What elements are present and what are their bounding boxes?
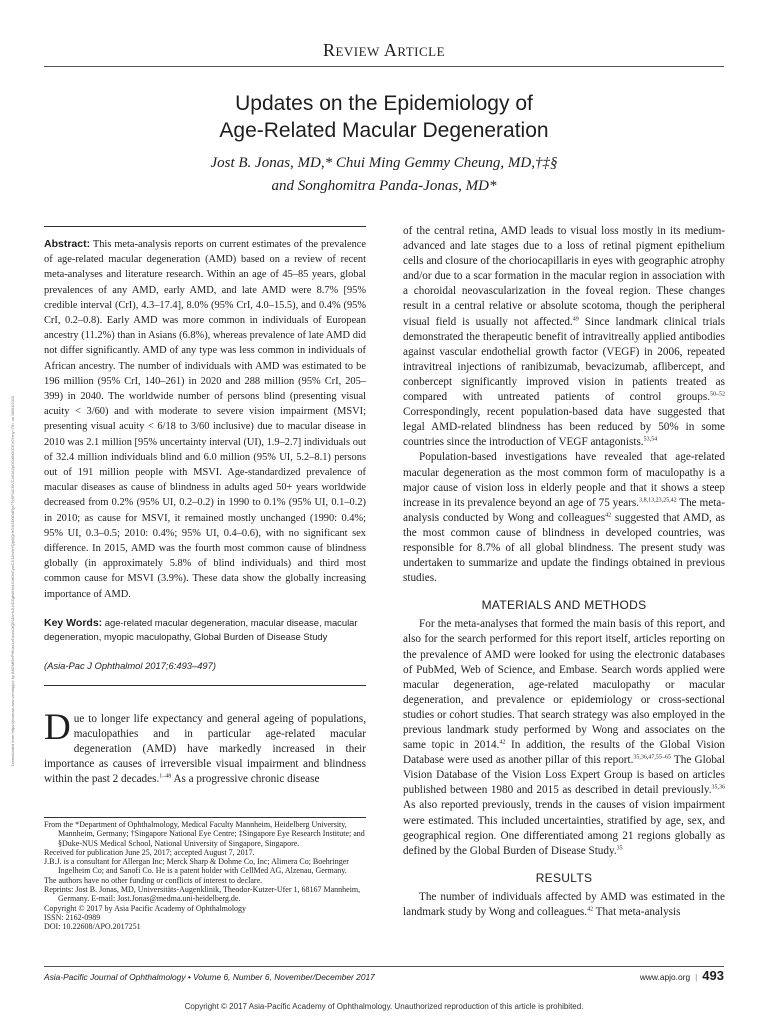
doi-line: DOI: 10.22608/APO.2017251: [44, 922, 141, 932]
copyright-line: Copyright © 2017 by Asia Pacific Academy of Ophthalmology: [44, 903, 247, 913]
authors-line-2: and Songhomitra Panda-Jonas, MD*: [271, 178, 497, 194]
body-text: Population-based investigations have revealed that age-related macular degeneration as the most common form of maculopathy is a major cause of vision loss in elderly people and that it shows a steep increase in its prevalence beyond an age of 75 years.: [403, 451, 725, 509]
reprints-line: Reprints: Jost B. Jonas, MD, Universitäts-Augenklinik, Theodor-Kutzer-Ufer 1, 68167 Mannheim, Germany. E-mail: Jost.Jonas@medma.uni-heidelberg.de.: [44, 885, 361, 904]
body-text: In addition, the results of the Global Vision Database were used as another pillar of this report.: [403, 739, 726, 767]
intro-text: ue to longer life expectancy and general ageing of populations, maculopathies and in particular age-related macular degeneration (AMD) have markedly increased in their importance as causes of irreversible visual impairment and blindness within the past 2 decades.: [44, 713, 366, 786]
abstract-paragraph: [44, 237, 366, 602]
keywords-text: age-related macular degeneration, macular disease, macular degeneration, myopic maculopathy, Global Burden of Disease Study: [44, 616, 358, 642]
reference-superscript: 1–48: [159, 773, 172, 780]
reference-superscript: 53,54: [643, 436, 658, 443]
reference-superscript: 35,36,47,55–65: [633, 754, 671, 761]
body-paragraph: [403, 617, 725, 859]
disclosure-line: J.B.J. is a consultant for Allergan Inc; Merck Sharp & Dohme Co, Inc; Alimera Co; Boehringer Ingelheim Co; and Sanofi Co. He is a patent holder with CellMed AG, Alzenau, Germany.: [44, 857, 349, 876]
download-watermark: Downloaded from https://journals.lww.com/apjoo by BhDMf5ePHKav1zEoum1tQfN4a+kJLhEZgbsIHo4XMi0hCywCX1AWnYQp/IlQrHD3i3D0OdRyi7TvSFl4Cf3VC4/OAVpDDa8KKGKV0Ymy+78= on 08/01/2020: [10, 395, 15, 766]
body-text: suggested that AMD, as the most common cause of blindness in developed countries, was responsible for 8.7% of all global blindness. The present study was undertaken to summarize and update the findings obtained in previous studies.: [403, 511, 725, 585]
reference-superscript: 42: [587, 906, 594, 913]
reference-superscript: 35,36: [711, 784, 725, 791]
heading-materials-methods: MATERIALS AND METHODS: [481, 598, 647, 613]
website-link[interactable]: www.apjo.org: [639, 972, 691, 982]
body-text: The number of individuals affected by AMD was estimated in the landmark study by Wong and colleagues.: [403, 890, 725, 919]
journal-citation: (Asia-Pac J Ophthalmol 2017;6:493–497): [44, 659, 216, 671]
body-paragraph: [403, 890, 725, 920]
body-text: For the meta-analyses that formed the main basis of this report, and also for the search performed for this report itself, articles reporting on the prevalence of AMD were looked for using the electronic databases of PubMed, Web of Science, and Embase. Search words applied were macular degeneration, age-related maculopathy or macular degeneration, and prevalence or epidemiology or cross-sectional studies or cohort studies. That search strategy was also employed in the previous landmark study performed by Wong and associates on the same topic in 2014.: [403, 618, 725, 752]
page-number: 493: [702, 968, 724, 983]
body-text: Correspondingly, recent population-based data have suggested that legal AMD-related blindness has been reduced by 50% in some countries since the introduction of VEGF antagonists.: [403, 406, 725, 449]
body-paragraph: [403, 450, 725, 586]
keywords-label: Key Words:: [44, 616, 103, 629]
section-divider: [44, 66, 724, 67]
reference-superscript: 49: [572, 315, 579, 322]
drop-cap: D: [44, 707, 71, 748]
heading-results: RESULTS: [535, 870, 593, 885]
page-footer: [640, 968, 724, 983]
funding-line: The authors have no other funding or conflicts of interest to declare.: [44, 875, 263, 885]
footer-separator: |: [695, 972, 698, 982]
reference-superscript: 42: [605, 512, 612, 519]
article-title: [0, 90, 768, 144]
author-list: [0, 152, 768, 198]
reference-superscript: 35: [616, 845, 623, 852]
copyright-notice: Copyright © 2017 Asia-Pacific Academy of Ophthalmology. Unauthorized reproduction of this article is prohibited.: [184, 1002, 584, 1011]
footer-divider: [44, 966, 724, 967]
affiliations-block: [44, 820, 366, 932]
abstract-label: Abstract:: [44, 238, 91, 250]
reference-superscript: 3,8,13,23,25,42: [639, 496, 677, 503]
keywords: [44, 616, 366, 644]
abstract-box: [44, 226, 366, 686]
body-text: Since landmark clinical trials demonstrated the therapeutic benefit of intravitreally applied antibodies against vascular endothelial growth factor (VEGF) in 2006, repeated intravitreal injections of ranibizumab, bevacizumab, aflibercept, and conbercept significantly improved vision in patients treated as compared with untreated patients of control groups.: [403, 315, 725, 404]
received-line: Received for publication June 25, 2017; accepted August 7, 2017.: [44, 847, 255, 857]
body-paragraph: [403, 224, 725, 450]
affiliations-divider: [44, 817, 366, 818]
reference-superscript: 50–52: [710, 391, 725, 398]
section-label: Review Article: [322, 40, 446, 60]
intro-text-continued: As a progressive chronic disease: [171, 773, 320, 786]
journal-footer: Asia-Pacific Journal of Ophthalmology • Volume 6, Number 6, November/December 2017: [44, 972, 375, 982]
authors-line-1: Jost B. Jonas, MD,* Chui Ming Gemmy Cheung, MD,†‡§: [210, 155, 558, 171]
affiliation-line: From the *Department of Ophthalmology, Medical Faculty Mannheim, Heidelberg University, Mannheim, Germany; †Singapore National Eye Centre; ‡Singapore Eye Research Institute; and §Duke-NUS Medical School, National University of Singapore, Singapore.: [44, 820, 365, 848]
issn-line: ISSN: 2162-0989: [44, 912, 101, 922]
abstract-text: This meta-analysis reports on current estimates of the prevalence of age-related macular degeneration (AMD) based on a review of recent meta-analyses and literature research. Within an age of 45–85 years, global prevalences of any AMD, early AMD, and late AMD were 8.7% [95% credible interval (CrI), 4.3–17.4], 8.0% (95% CrI, 4.0–15.5), and 0.4% (95% CrI, 0.2–0.8). Early AMD was more common in individuals of European ancestry (11.2%) than in Asians (6.8%), whereas prevalence of late AMD did not differ significantly. AMD of any type was less common in individuals of African ancestry. The number of individuals with AMD was estimated to be 196 million (95% CrI, 140–261) in 2020 and 288 million (95% CrI, 205–399) in 2040. The worldwide number of persons blind (presenting visual acuity < 3/60) and with moderate to severe vision impairment (MSVI; presenting visual acuity < 6/18 to 3/60 inclusive) due to macular disease in 2010 was 2.1 million [95% uncertainty interval (UI), 1.9–2.7] individuals out of 32.4 million individuals blind and 6.0 million (95% UI, 5.2–8.1) persons out of 191 million people with MSVI. Age-standardized prevalence of macular diseases as cause of blindness in adults aged 50+ years worldwide decreased from 0.2% (95% UI, 0.2–0.2) in 1990 to 0.1% (95% UI, 0.1–0.2) in 2010; as cause for MSVI, it remained mostly unchanged (1990: 0.4%; 95% UI, 0.3–0.5; 2010: 0.4%; 95% UI, 0.4–0.6), with no significant sex difference. In 2015, AMD was the fourth most common cause of blindness globally (in approximately 5.8% of blind individuals) and third most common cause for MSVI (3.9%). These data show the globally increasing importance of AMD.: [44, 239, 366, 600]
title-line-2: Age-Related Macular Degeneration: [219, 119, 549, 142]
body-text: As also reported previously, trends in the causes of vision impairment were estimated. This included uncertainties, stratified by age, sex, and geographical region. One differentiated among 21 regions globally as defined by the Global Burden of Disease Study.: [403, 799, 725, 857]
body-text: The meta-analysis conducted by Wong and colleagues: [403, 496, 725, 524]
reference-superscript: 42: [499, 739, 506, 746]
body-text: The Global Vision Database of the Vision Loss Expert Group is based on articles published between 1980 and 2015 as described in detail previously.: [403, 754, 725, 797]
body-text: That meta-analysis: [593, 906, 681, 919]
right-column: [403, 224, 725, 920]
introduction-paragraph: [44, 707, 366, 787]
title-line-1: Updates on the Epidemiology of: [235, 92, 533, 115]
body-text: of the central retina, AMD leads to visual loss mostly in its medium-advanced and late stages due to a loss of retinal pigment epithelium cells and closure of the choriocapillaris in eyes with geographic atrophy and/or due to a scar formation in the macular region in association with a choroidal neovascularization in the foveal region. These changes result in a central relative or absolute scotoma, though the peripheral visual field is usually not affected.: [403, 225, 725, 328]
